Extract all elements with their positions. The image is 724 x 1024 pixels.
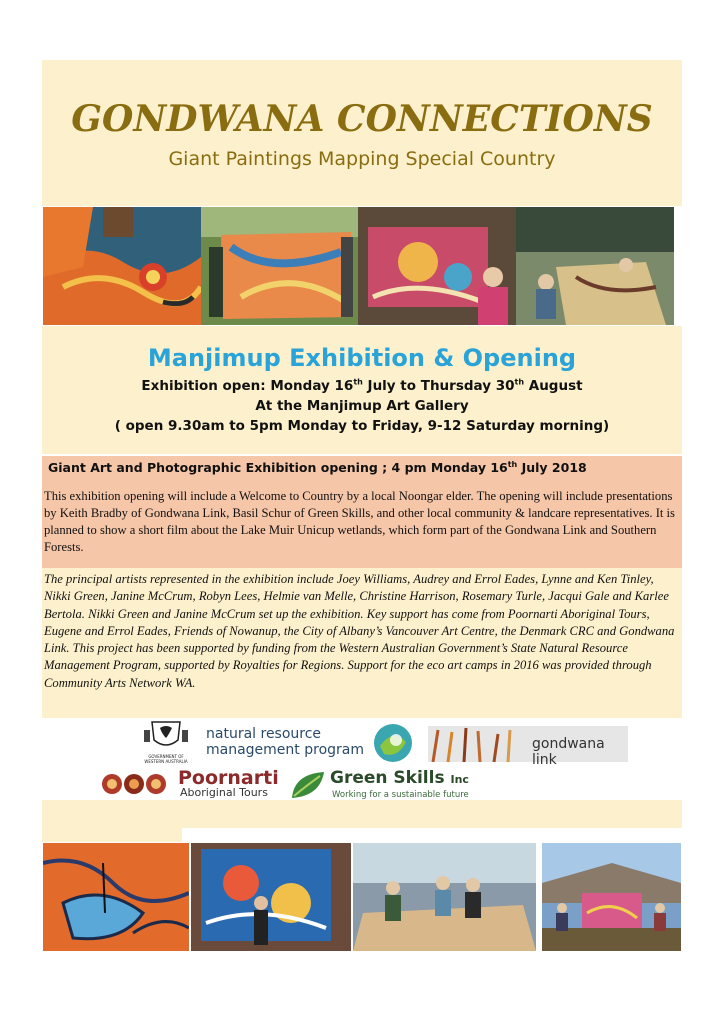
exhibition-venue: At the Manjimup Art Gallery — [255, 398, 469, 414]
nrm-line1: natural resource — [206, 726, 322, 742]
nrm-drop-icon — [372, 722, 414, 764]
opening-description: This exhibition opening will include a Welcome to Country by a local Noongar elder. The opening will include presentations by Keith Bradby of Gondwana Link, Basil Schur of Green Skills, and other local community & landcare representatives. It is planned to show a short film about the Lake Muir Unicup wetlands, which form part of the Gondwana Link and Southern Forests. — [44, 489, 675, 554]
lower-band-tab — [42, 828, 182, 842]
photo-map-painting-detail — [43, 843, 189, 951]
poornarti-dots-icon — [100, 768, 176, 800]
green-skills-tagline: Working for a sustainable future — [332, 790, 469, 800]
wa-govt-line1: GOVERNMENT OF — [148, 754, 184, 759]
photo-group-painting-outdoors — [516, 207, 674, 325]
poornarti-name: Poornarti — [178, 767, 279, 789]
photo-painting-closeup — [43, 207, 201, 325]
photo-canvas-held-up — [201, 207, 358, 325]
photo-canvas-at-camp — [542, 843, 681, 951]
opening-heading: Giant Art and Photographic Exhibition opening ; 4 pm Monday 16th July 2018 — [48, 459, 587, 475]
green-skills-inc: Inc — [450, 773, 469, 786]
photo-elder-with-painting — [358, 207, 516, 325]
nrm-logo-text — [206, 726, 364, 758]
photo-group-painting-ground — [353, 843, 536, 951]
green-skills-text: Green Skills — [330, 768, 445, 788]
wa-government-logo — [138, 720, 194, 762]
poornarti-subtitle: Aboriginal Tours — [180, 786, 268, 799]
gondwana-link-logo — [428, 726, 628, 768]
exhibition-hours: ( open 9.30am to 5pm Monday to Friday, 9-12 Saturday morning) — [114, 418, 610, 434]
green-skills-leaf-icon — [290, 770, 326, 800]
gondwana-link-text: gondwana link — [532, 736, 605, 768]
nrm-line2: management program — [206, 742, 364, 758]
page-title: GONDWANA CONNECTIONS — [71, 98, 653, 140]
exhibition-title: Manjimup Exhibition & Opening — [147, 344, 577, 372]
photo-artist-with-large-canvas — [191, 843, 351, 951]
lower-band — [42, 800, 682, 828]
wa-govt-line2: WESTERN AUSTRALIA — [144, 759, 188, 764]
exhibition-dates: Exhibition open: Monday 16th July to Thursday 30th August — [141, 377, 583, 394]
artists-description: The principal artists represented in the exhibition include Joey Williams, Audrey and Errol Eades, Lynne and Ken Tinley, Nikki Green, Janine McCrum, Robyn Lees, Helmie van Melle, Christine Harrison, Rosemary Turle, Jacqui Gale and Karlee Bertola. Nikki Green and Janine McCrum set up the exhibition. Key support has come from Poornarti Aboriginal Tours, Eugene and Errol Eades, Friends of Nowanup, the City of Albany’s Vancouver Art Centre, the Denmark CRC and Gondwana Link. This project has been supported by funding from the Western Australian Government’s State Natural Resource Management Program, supported by Royalties for Regions. Support for the eco art camps in 2016 was provided through Community Arts Network WA. — [44, 572, 675, 690]
page-subtitle: Giant Paintings Mapping Special Country — [168, 148, 556, 170]
green-skills-name — [330, 768, 469, 788]
